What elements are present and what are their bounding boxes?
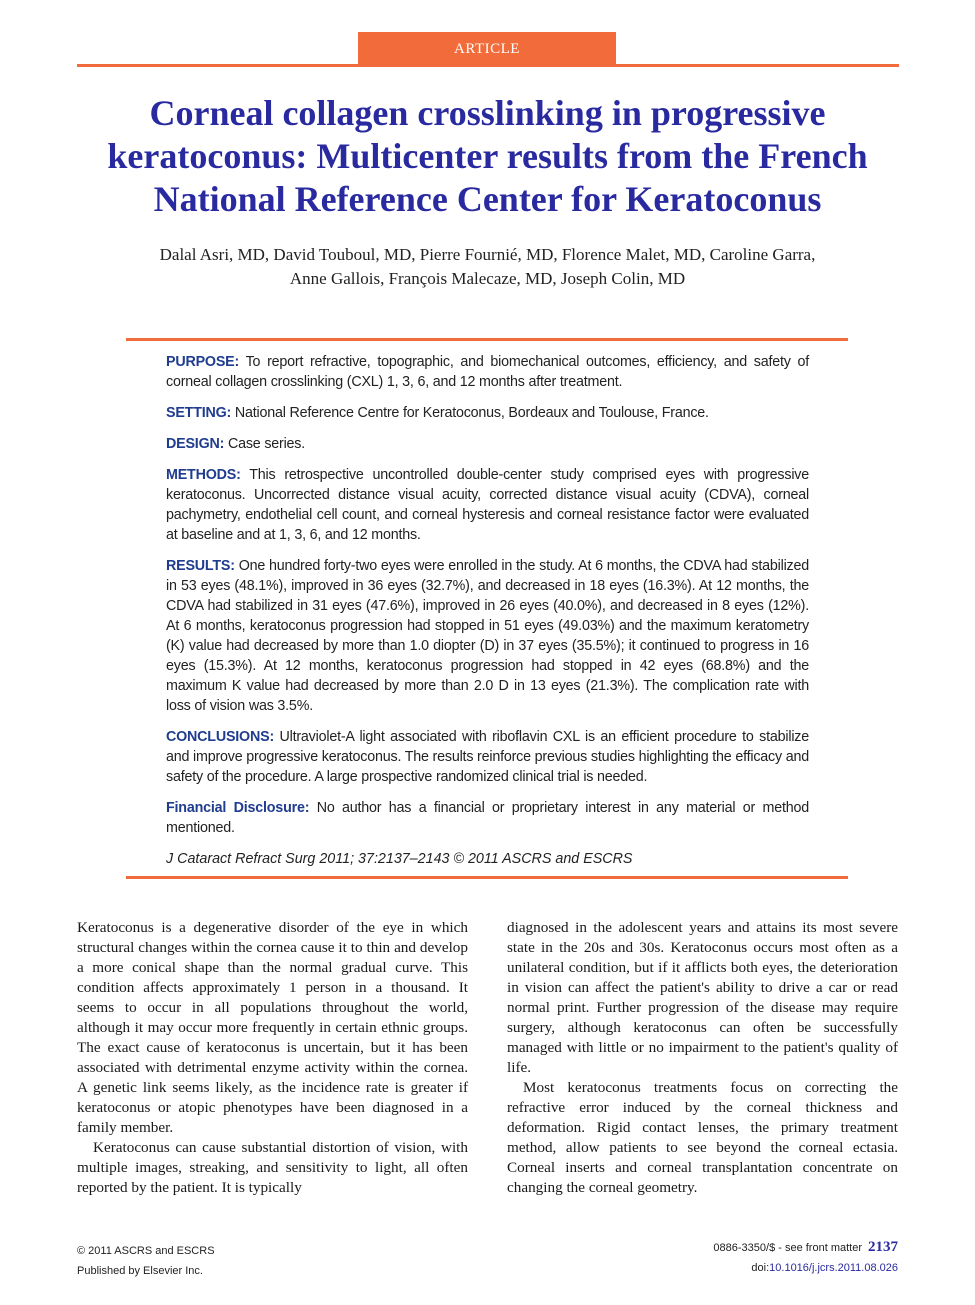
body-column-right <box>507 918 898 1198</box>
abstract-bottom-rule <box>126 876 848 879</box>
methods-text: This retrospective uncontrolled double-center study comprised eyes with progressive keratoconus. Uncorrected distance visual acuity, corrected distance visual acuity (CDVA), corneal pachymetry, endothelial cell count, and corneal hysteresis and corneal resistance factor were evaluated at baseline and at 1, 3, 6, and 12 months. <box>166 467 809 543</box>
design-label: DESIGN: <box>166 436 225 452</box>
issn-text: 0886-3350/$ - see front matter <box>713 1242 862 1254</box>
abstract <box>166 352 809 869</box>
abstract-disclosure <box>166 798 809 838</box>
design-text: Case series. <box>227 436 306 452</box>
section-label: ARTICLE <box>358 32 616 64</box>
conclusions-text: Ultraviolet-A light associated with riboflavin CXL is an efficient procedure to stabilize and improve progressive keratoconus. The results reinforce previous studies highlighting the efficacy and safety of the procedure. A large prospective randomized clinical trial is needed. <box>166 729 809 785</box>
body-column-left <box>77 918 468 1198</box>
body-paragraph: Keratoconus can cause substantial distortion of vision, with multiple images, streaking, and sensitivity to light, all often reported by the patient. It is typically <box>77 1139 468 1196</box>
copyright-notice: © 2011 ASCRS and ESCRS <box>77 1245 215 1257</box>
doi-line <box>713 1258 898 1278</box>
setting-label: SETTING: <box>166 405 232 421</box>
methods-label: METHODS: <box>166 467 241 483</box>
purpose-text: To report refractive, topographic, and biomechanical outcomes, efficiency, and safety of corneal collagen crosslinking (CXL) 1, 3, 6, and 12 months after treatment. <box>166 354 809 390</box>
body-paragraph: Keratoconus is a degenerative disorder of the eye in which structural changes within the cornea cause it to thin and develop a more conical shape than the normal gradual curve. This condition affects approximately 1 person in a thousand. It seems to occur in all populations throughout the world, although it may occur more frequently in certain ethnic groups. The exact cause of keratoconus is uncertain, but it has been associated with detrimental enzyme activity within the cornea. A genetic link seems likely, as the incidence rate is greater if keratoconus or atopic phenotypes have been diagnosed in a family member. <box>77 919 468 1136</box>
author-list <box>60 243 915 291</box>
abstract-methods <box>166 465 809 545</box>
setting-text: National Reference Centre for Keratoconus, Bordeaux and Toulouse, France. <box>234 405 709 421</box>
disclosure-label: Financial Disclosure: <box>166 800 310 816</box>
results-label: RESULTS: <box>166 558 235 574</box>
body-paragraph: Most keratoconus treatments focus on correcting the refractive error induced by the corneal thickness and deformation. Rigid contact lenses, the primary treatment method, allow patients to see beyond the corneal ectasia. Corneal inserts and corneal transplantation concentrate on changing the corneal geometry. <box>507 1079 898 1196</box>
abstract-conclusions <box>166 727 809 787</box>
issn-line <box>713 1237 898 1258</box>
footer-left <box>77 1241 215 1281</box>
author-line-2: Anne Gallois, François Malecaze, MD, Joseph Colin, MD <box>289 269 686 288</box>
abstract-purpose <box>166 352 809 392</box>
footer-right <box>713 1237 898 1278</box>
body-paragraph: diagnosed in the adolescent years and attains its most severe state in the 20s and 30s. Keratoconus occurs most often as a unilateral condition, but if it afflicts both eyes, the deterioration in vision can affect the patient's ability to drive a car or read normal print. Further progression of the disease may require surgery, although keratoconus can often be successfully managed with little or no impairment to the patient's quality of life. <box>507 919 898 1076</box>
abstract-results <box>166 556 809 716</box>
conclusions-label: CONCLUSIONS: <box>166 729 275 745</box>
header-rule <box>77 64 899 67</box>
publisher-notice: Published by Elsevier Inc. <box>77 1265 203 1277</box>
abstract-design <box>166 434 809 454</box>
doi-label: doi: <box>751 1262 770 1274</box>
disclosure-text: No author has a financial or proprietary interest in any material or method mentioned. <box>166 800 809 836</box>
results-text: One hundred forty-two eyes were enrolled in the study. At 6 months, the CDVA had stabilized in 53 eyes (48.1%), improved in 36 eyes (32.7%), and decreased in 18 eyes (16.3%). At 12 months, the CDVA had stabilized in 31 eyes (47.6%), improved in 26 eyes (40.0%), and decreased in 8 eyes (12%). At 6 months, keratoconus progression had stopped in 51 eyes (49.03%) and the maximum keratometry (K) value had decreased by more than 1.0 diopter (D) in 37 eyes (35.5%); it continued to progress in 16 eyes (15.3%). At 12 months, keratoconus progression had stopped in 42 eyes (68.8%) and the maximum K value had decreased by more than 2.0 D in 13 eyes (21.3%). The complication rate with loss of vision was 3.5%. <box>166 558 809 714</box>
article-title: Corneal collagen crosslinking in progressive keratoconus: Multicenter results from the French National Reference Center for Keratoconus <box>107 93 868 219</box>
abstract-top-rule <box>126 338 848 341</box>
page-number: 2137 <box>868 1239 898 1255</box>
doi-link[interactable]: 10.1016/j.jcrs.2011.08.026 <box>769 1262 898 1274</box>
author-line-1: Dalal Asri, MD, David Touboul, MD, Pierre Fournié, MD, Florence Malet, MD, Caroline Garra, <box>159 245 816 264</box>
journal-citation: J Cataract Refract Surg 2011; 37:2137–2143 © 2011 ASCRS and ESCRS <box>166 851 633 867</box>
purpose-label: PURPOSE: <box>166 354 240 370</box>
abstract-setting <box>166 403 809 423</box>
